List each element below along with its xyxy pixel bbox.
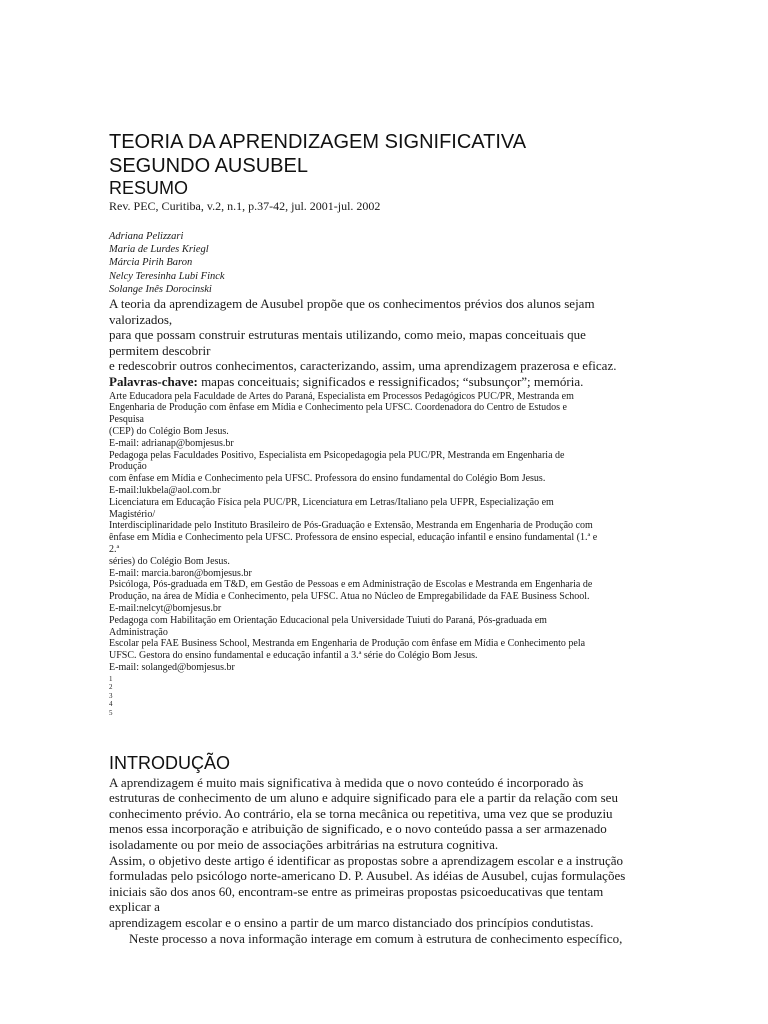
abstract-text (109, 296, 657, 390)
introduction-line: menos essa incorporação e atribuição de significado, e o novo conteúdo passa a ser armazenado (109, 821, 607, 837)
author-note-line: séries) do Colégio Bom Jesus. (109, 555, 230, 567)
author-note-line: E-mail: adrianap@bomjesus.br (109, 437, 234, 449)
author-note-line: 2.ª (109, 543, 120, 555)
introduction-line: formuladas pelo psicólogo norte-americano D. P. Ausubel. As idéias de Ausubel, cujas formulações (109, 868, 626, 884)
introduction-line: explicar a (109, 899, 160, 915)
author-note-line: Arte Educadora pela Faculdade de Artes do Paraná, Especialista em Processos Pedagógicos PUC/PR, Mestranda em (109, 390, 574, 402)
author-name: Maria de Lurdes Kriegl (109, 244, 209, 256)
introduction-line: aprendizagem escolar e o ensino a partir de um marco distanciado dos princípios condutistas. (109, 915, 594, 931)
introduction-line: A aprendizagem é muito mais significativa à medida que o novo conteúdo é incorporado às (109, 774, 584, 790)
footnote-number: 2 (109, 683, 113, 692)
author-notes (109, 391, 657, 674)
title-line-2: SEGUNDO AUSUBEL (109, 155, 308, 177)
introduction-line: iniciais são dos anos 60, encontram-se entre as primeiras propostas psicoeducativas que tentam (109, 883, 604, 899)
abstract-line: e redescobrir outros conhecimentos, caracterizando, assim, uma aprendizagem prazerosa e eficaz. (109, 358, 617, 374)
author-note-line: UFSC. Gestora do ensino fundamental e educação infantil a 3.ª série do Colégio Bom Jesus. (109, 650, 478, 662)
author-note-line: E-mail:nelcyt@bomjesus.br (109, 602, 222, 614)
footnote-number: 1 (109, 674, 113, 683)
author-note-line: Engenharia de Produção com ênfase em Mídia e Conhecimento pela UFSC. Coordenadora do Centro de Estudos e (109, 402, 567, 414)
author-note-line: Psicóloga, Pós-graduada em T&D, em Gestão de Pessoas e em Administração de Escolas e Mestranda em Engenharia de (109, 579, 593, 591)
document-page (109, 130, 657, 946)
keywords-text: mapas conceituais; significados e ressignificados; “subsunçor”; memória. (197, 373, 584, 389)
author-note-line: Produção (109, 461, 147, 473)
abstract-heading: RESUMO (109, 178, 189, 198)
footnote-number: 4 (109, 700, 113, 709)
introduction-line: conhecimento prévio. Ao contrário, ela se torna mecânica ou repetitiva, uma vez que se produziu (109, 805, 613, 821)
keywords (109, 374, 657, 390)
footnote-number: 3 (109, 691, 113, 700)
introduction-line: estruturas de conhecimento de um aluno e adquire significado para ele a partir da relação com seu (109, 790, 618, 806)
abstract-line: valorizados, (109, 311, 173, 327)
title-line-1: TEORIA DA APRENDIZAGEM SIGNIFICATIVA (109, 131, 527, 153)
keywords-label: Palavras-chave: (109, 373, 198, 389)
introduction-text (109, 775, 657, 947)
author-note-line: Produção, na área de Mídia e Conhecimento, pela UFSC. Atua no Núcleo de Empregabilidade da FAE Business School. (109, 591, 590, 603)
author-note-line: E-mail: marcia.baron@bomjesus.br (109, 567, 252, 579)
author-note-line: ênfase em Mídia e Conhecimento pela UFSC. Professora de ensino especial, educação infantil e ensino fundamental (1.ª e (109, 532, 598, 544)
author-name: Nelcy Teresinha Lubi Finck (109, 270, 225, 282)
author-name: Márcia Pirih Baron (109, 257, 193, 269)
author-note-line: Pesquisa (109, 414, 144, 426)
author-name: Adriana Pelizzari (109, 231, 184, 242)
document-title (109, 130, 657, 178)
abstract-line: A teoria da aprendizagem de Ausubel propõe que os conhecimentos prévios dos alunos sejam (109, 296, 595, 312)
introduction-line: Assim, o objetivo deste artigo é identificar as propostas sobre a aprendizagem escolar e a instrução (109, 852, 624, 868)
introduction-heading: INTRODUÇÃO (109, 752, 230, 773)
author-note-line: (CEP) do Colégio Bom Jesus. (109, 425, 229, 437)
citation: Rev. PEC, Curitiba, v.2, n.1, p.37-42, jul. 2001-jul. 2002 (109, 199, 381, 213)
footnote-number: 5 (109, 709, 113, 718)
author-list (109, 230, 657, 296)
author-note-line: Pedagoga pelas Faculdades Positivo, Especialista em Psicopedagogia pela PUC/PR, Mestranda em Engenharia de (109, 449, 565, 461)
author-note-line: Pedagoga com Habilitação em Orientação Educacional pela Universidade Tuiuti do Paraná, Pós-graduada em (109, 614, 547, 626)
author-name: Solange Inês Dorocinski (109, 283, 212, 295)
author-note-line: Escolar pela FAE Business School, Mestranda em Engenharia de Produção com ênfase em Mídia e Conhecimento pela (109, 638, 586, 650)
introduction-line: Neste processo a nova informação interage em comum à estrutura de conhecimento específico, (129, 930, 623, 946)
author-note-line: Administração (109, 626, 168, 638)
author-note-line: E-mail: solanged@bomjesus.br (109, 661, 235, 673)
author-note-line: com ênfase em Mídia e Conhecimento pela UFSC. Professora do ensino fundamental do Colégio Bom Jesus. (109, 473, 546, 485)
author-note-line: Magistério/ (109, 508, 156, 520)
author-note-line: E-mail:lukbela@aol.com.br (109, 484, 221, 496)
abstract-line: permitem descobrir (109, 342, 211, 358)
introduction-line: isoladamente ou por meio de associações arbitrárias na estrutura cognitiva. (109, 837, 499, 853)
author-note-line: Licenciatura em Educação Física pela PUC/PR, Licenciatura em Letras/Italiano pela UFPR, Especialização em (109, 496, 554, 508)
abstract-line: para que possam construir estruturas mentais utilizando, como meio, mapas conceituais que (109, 327, 586, 343)
footnote-numbers (109, 675, 657, 718)
author-note-line: Interdisciplinaridade pelo Instituto Brasileiro de Pós-Graduação e Extensão, Mestranda em Engenharia de Produção com (109, 520, 593, 532)
